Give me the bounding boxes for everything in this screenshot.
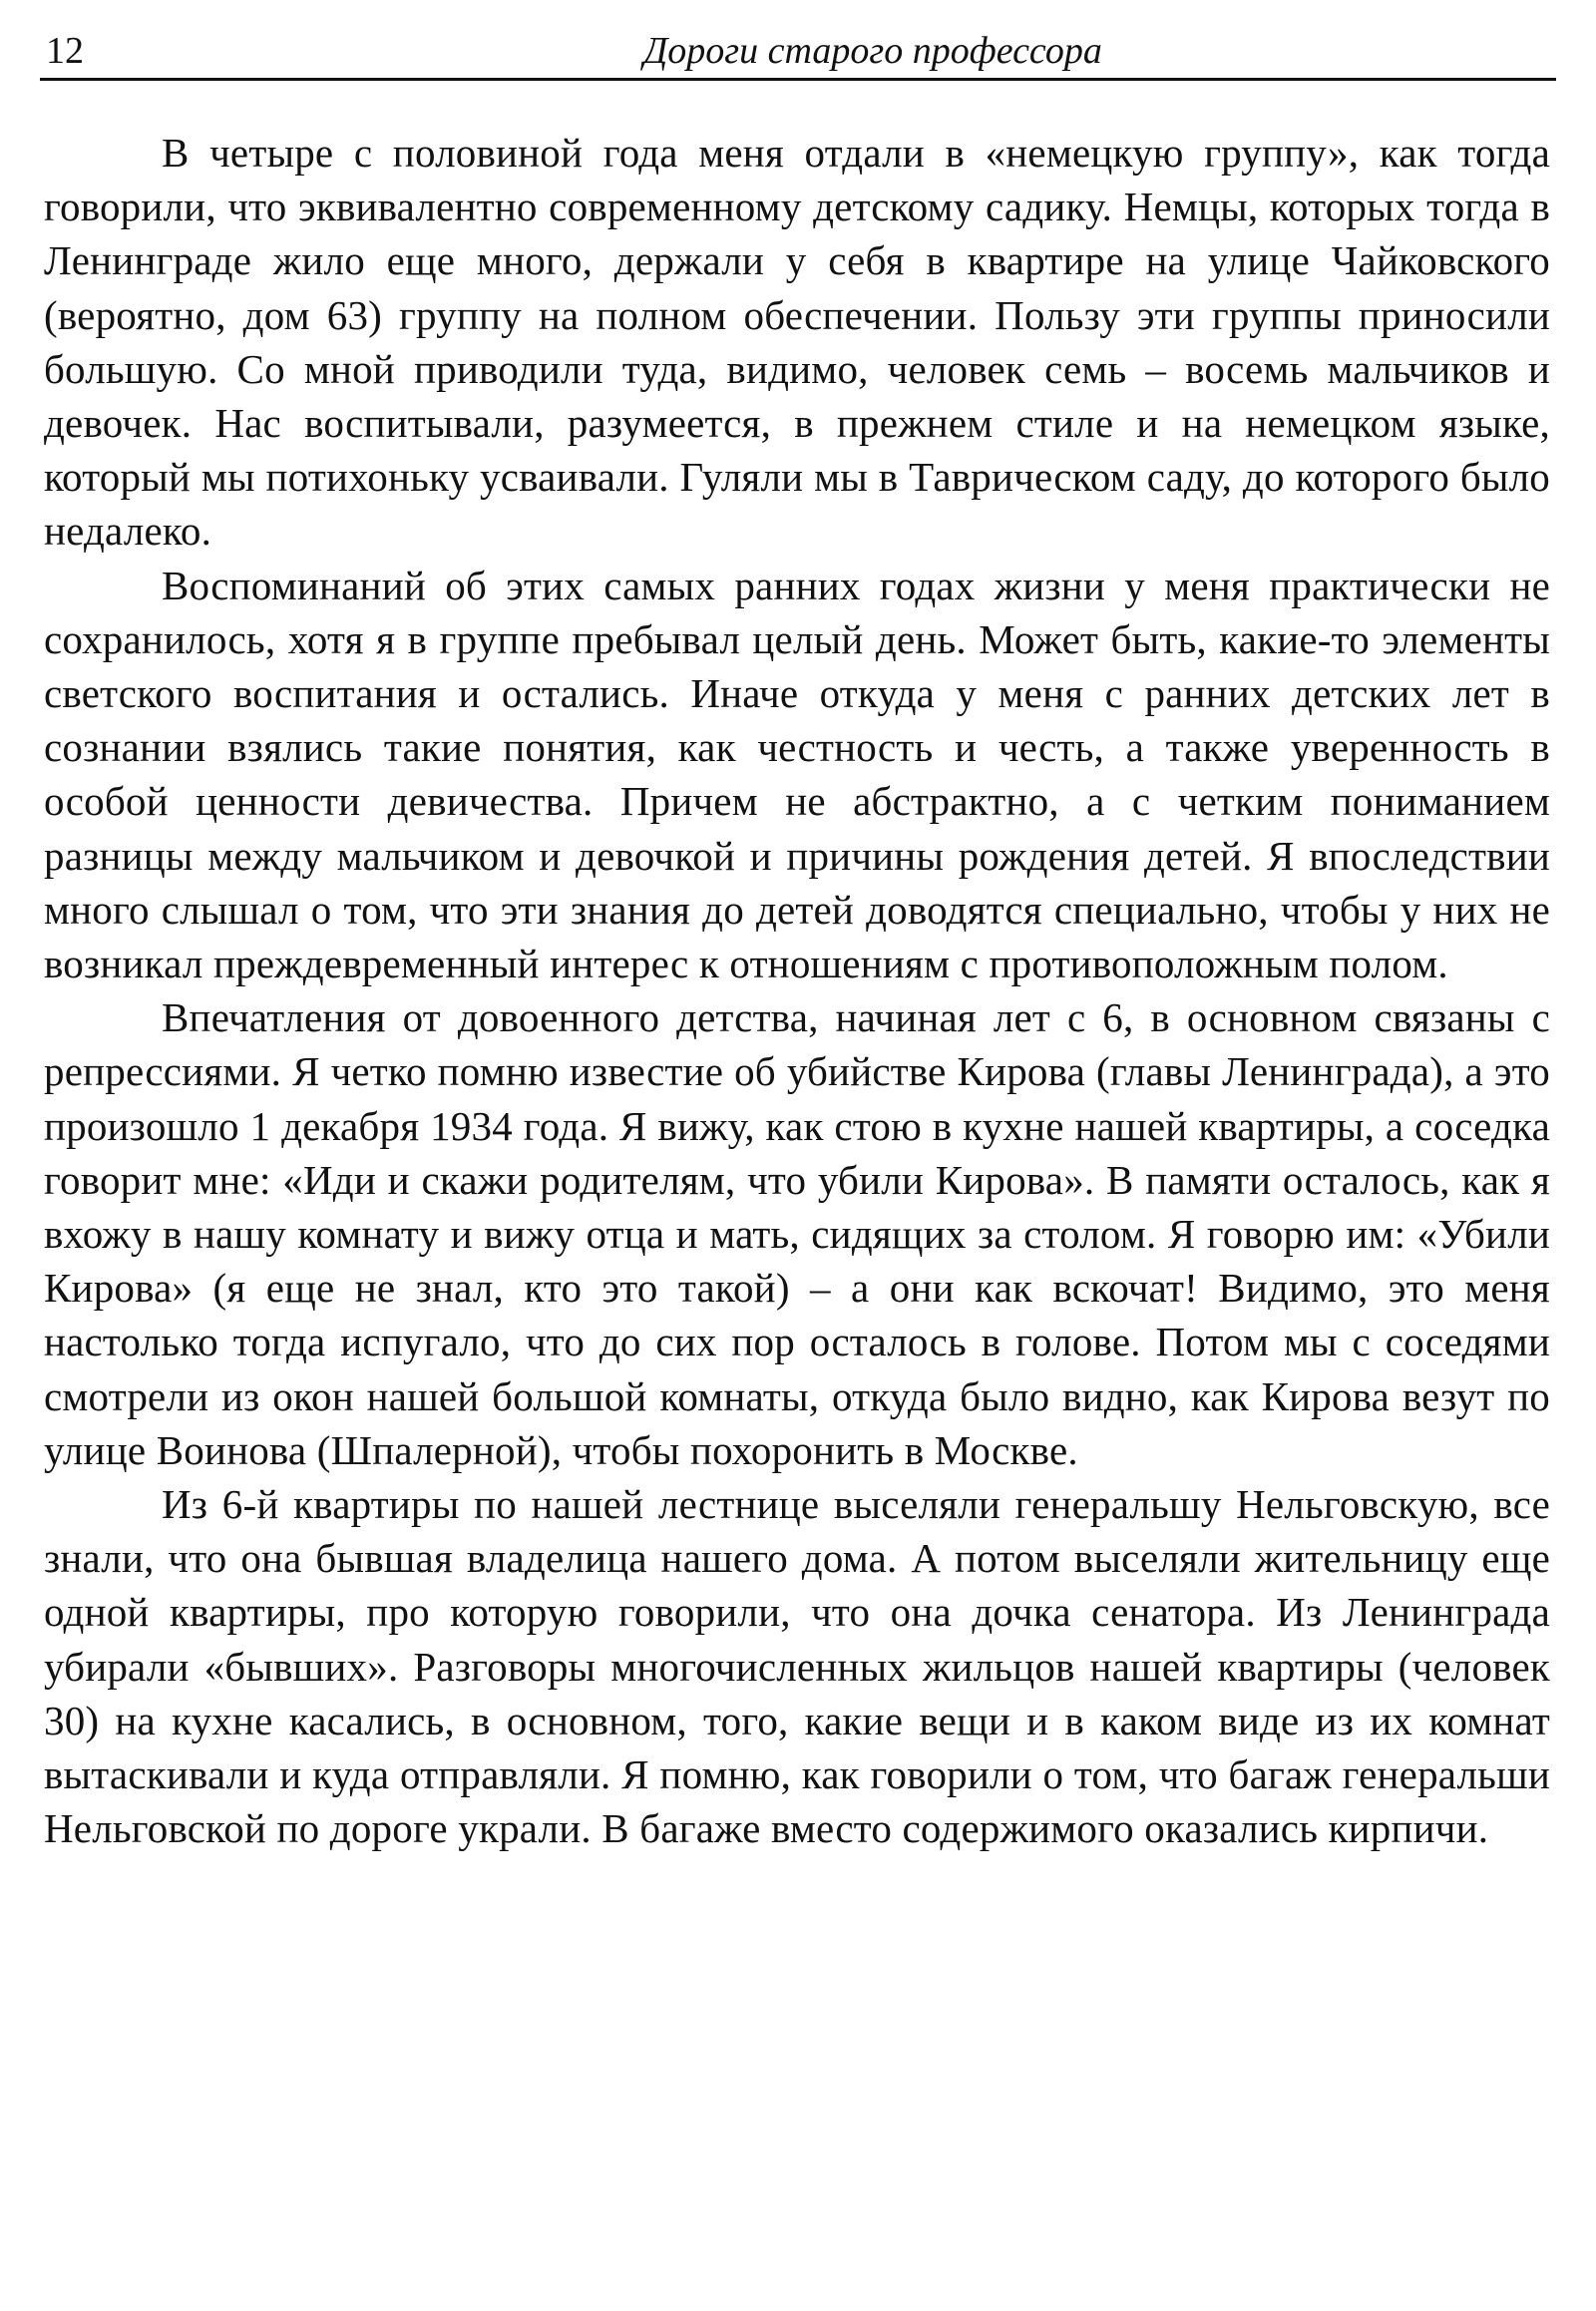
- paragraph-4: Из 6-й квартиры по нашей лестнице выселяли генеральшу Нельговскую, все знали, что она бывшая владелица нашего дома. А потом выселяли жительницу еще одной квартиры, про которую говорили, что она дочка сенатора. Из Ленинграда убирали «бывших». Разговоры многочисленных жильцов нашей квартиры (человек 30) на кухне касались, в основном, того, какие вещи и в каком виде из их комнат вытаскивали и куда отправляли. Я помню, как говорили о том, что багаж генеральши Нельговской по дороге украли. В багаже вместо содержимого оказались кирпичи.: [44, 1481, 1550, 1852]
- book-title: Дороги старого профессора: [643, 30, 1102, 72]
- page-number: 12: [46, 30, 84, 72]
- book-page: [40, 0, 1556, 2311]
- running-header: [40, 22, 1556, 81]
- paragraph-3: Впечатления от довоенного детства, начиная лет с 6, в основном связаны с репрессиями. Я четко помню известие об убийстве Кирова (главы Ленинграда), а это произошло 1 декабря 1934 года. Я вижу, как стою в кухне нашей квартиры, а соседка говорит мне: «Иди и скажи родителям, что убили Кирова». В памяти осталось, как я вхожу в нашу комнату и вижу отца и мать, сидящих за столом. Я говорю им: «Убили Кирова» (я еще не знал, кто это такой) – а они как вскочат! Видимо, это меня настолько тогда испугало, что до сих пор осталось в голове. Потом мы с соседями смотрели из окон нашей большой комнаты, откуда было видно, как Кирова везут по улице Воинова (Шпалерной), чтобы похоронить в Москве.: [44, 994, 1550, 1473]
- paragraph-1: В четыре с половиной года меня отдали в «немецкую группу», как тогда говорили, что эквивалентно современному детскому садику. Немцы, которых тогда в Ленинграде жило еще много, держали у себя в квартире на улице Чайковского (вероятно, дом 63) группу на полном обеспечении. Пользу эти группы приносили большую. Со мной приводили туда, видимо, человек семь – восемь мальчиков и девочек. Нас воспитывали, разумеется, в прежнем стиле и на немецком языке, который мы потихоньку усваивали. Гуляли мы в Таврическом саду, до которого было недалеко.: [44, 130, 1550, 555]
- paragraph-2: Воспоминаний об этих самых ранних годах жизни у меня практически не сохранилось, хотя я в группе пребывал целый день. Может быть, какие-то элементы светского воспитания и остались. Иначе откуда у меня с ранних детских лет в сознании взялись такие понятия, как честность и честь, а также уверенность в особой ценности девичества. Причем не абстрактно, а с четким пониманием разницы между мальчиком и девочкой и причины рождения детей. Я впоследствии много слышал о том, что эти знания до детей доводятся специально, чтобы у них не возникал преждевременный интерес к отношениям с противоположным полом.: [44, 562, 1550, 987]
- body-text: [44, 126, 1550, 1856]
